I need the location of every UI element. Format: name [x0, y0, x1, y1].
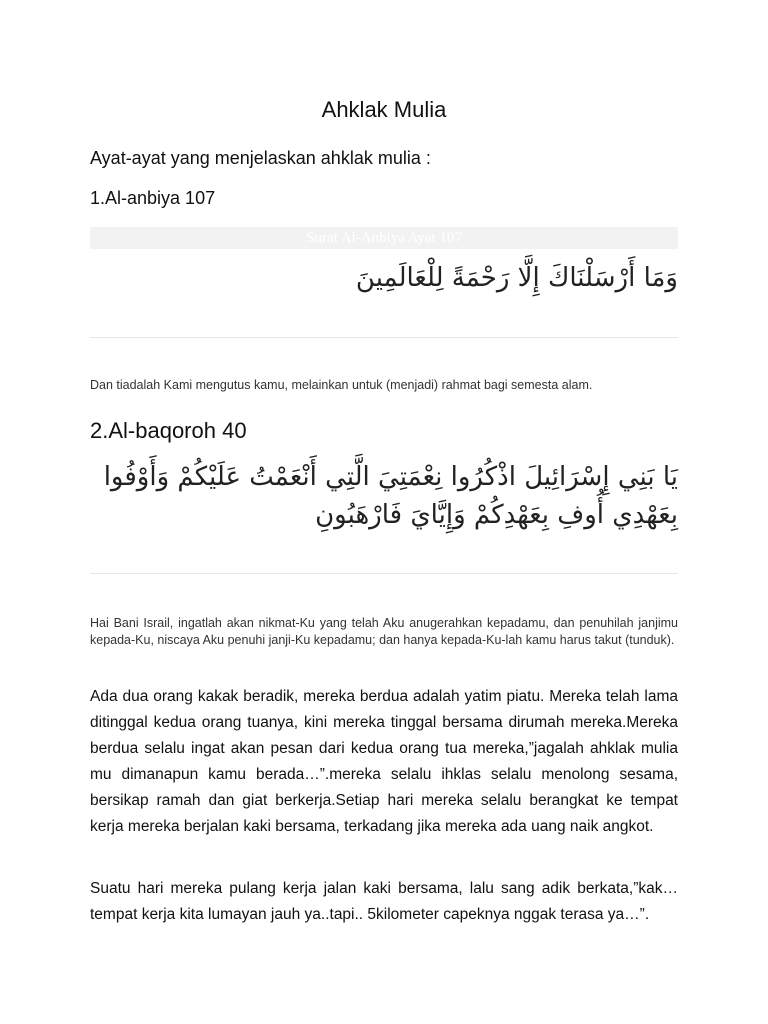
arabic-verse-al-baqoroh: يَا بَنِي إِسْرَائِيلَ اذْكُرُوا نِعْمَتِيَ الَّتِي أَنْعَمْتُ عَلَيْكُمْ وَأَوْفُوا بِعَهْدِي أُوفِ بِعَهْدِكُمْ وَإِيَّايَ فَارْهَبُونِ: [103, 462, 678, 530]
story-paragraph: Suatu hari mereka pulang kerja jalan kaki bersama, lalu sang adik berkata,”kak… tempat kerja kita lumayan jauh ya..tapi.. 5kilometer capeknya nggak terasa ya…”.: [90, 880, 678, 923]
translation-al-baqoroh: Hai Bani Israil, ingatlah akan nikmat-Ku yang telah Aku anugerahkan kepadamu, dan penuhilah janjimu kepada-Ku, niscaya Aku penuhi janji-Ku kepadamu; dan hanya kepada-Ku-lah kamu harus takut (tunduk).: [90, 616, 678, 647]
arabic-verse-al-anbiya: وَمَا أَرْسَلْنَاكَ إِلَّا رَحْمَةً لِلْعَالَمِينَ: [355, 263, 678, 293]
section-heading-al-baqoroh: 2.Al-baqoroh 40: [90, 418, 247, 443]
page-title: Ahklak Mulia: [321, 97, 447, 122]
divider: [90, 337, 678, 338]
section-heading-al-anbiya: 1.Al-anbiya 107: [90, 188, 216, 208]
surah-label-bar: Surat Al-Anbiya Ayat 107: [90, 227, 678, 249]
translation-al-anbiya: Dan tiadalah Kami mengutus kamu, melainkan untuk (menjadi) rahmat bagi semesta alam.: [90, 378, 593, 392]
divider: [90, 573, 678, 574]
intro-text: Ayat-ayat yang menjelaskan ahklak mulia :: [90, 148, 431, 168]
story-paragraph: Ada dua orang kakak beradik, mereka berdua adalah yatim piatu. Mereka telah lama ditinggal kedua orang tuanya, kini mereka tinggal bersama dirumah mereka.Mereka berdua selalu ingat akan pesan dari kedua orang tua mereka,”jagalah ahklak mulia mu dimanapun kamu berada…”.mereka selalu ihklas selalu menolong sesama, bersikap ramah dan giat berkerja.Setiap hari mereka selalu berangkat ke tempat kerja mereka berjalan kaki bersama, terkadang jika mereka ada uang naik angkot.: [90, 688, 678, 835]
